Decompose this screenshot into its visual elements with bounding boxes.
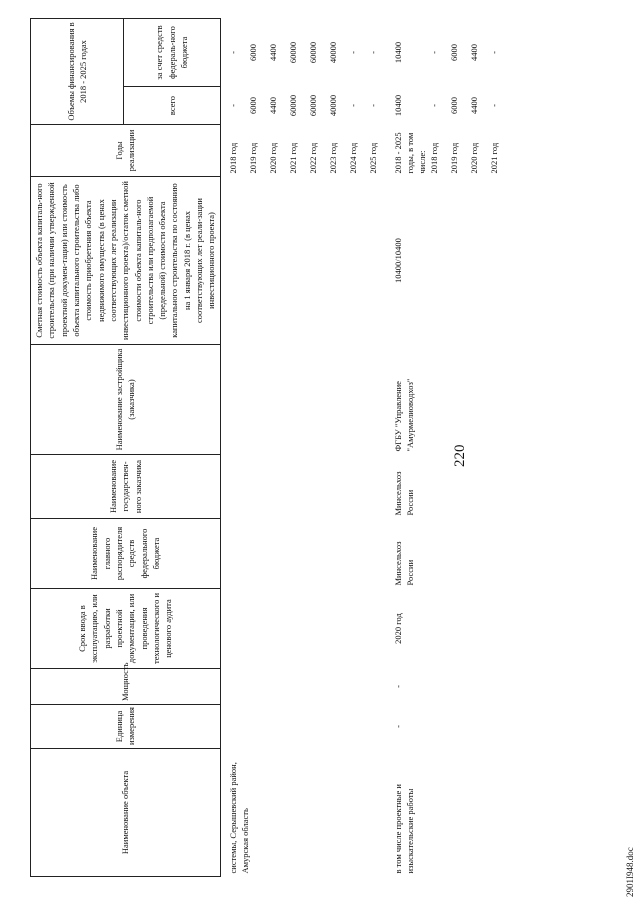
value-cell: -: [347, 104, 358, 107]
header-commissioning: Срок ввода в эксплуатацию, или разработки проектной документации, или проведения технологического и ценового аудита: [31, 589, 221, 669]
value-cell: -: [428, 51, 439, 54]
year-cell: 2018 - 2025 годы, в том числе:: [392, 132, 428, 174]
year-cell: 2024 год: [347, 142, 358, 174]
year-cell: 2019 год: [247, 142, 258, 174]
value-cell: 60000: [287, 41, 298, 64]
value-cell: -: [488, 51, 499, 54]
value-cell: -: [367, 51, 378, 54]
row1-federal: [220, 18, 388, 86]
value-cell: 60000: [287, 94, 298, 117]
header-developer: Наименование застройщика (заказчика): [31, 345, 221, 455]
header-unit: Единица измерения: [31, 705, 221, 749]
file-name: 2901I948.doc: [625, 847, 635, 897]
value-cell: 10400: [392, 94, 403, 117]
row2-years: [388, 125, 509, 177]
row2-capacity: -: [392, 685, 403, 688]
year-cell: 2018 год: [428, 142, 439, 174]
row2-estimated-cost: 10400/10400: [392, 238, 403, 283]
header-capacity: Мощность: [31, 669, 221, 705]
value-cell: -: [227, 51, 238, 54]
row2-unit: -: [392, 725, 403, 728]
row2-name: в том числе проектные и изыскательские работы: [392, 784, 415, 874]
value-cell: -: [428, 104, 439, 107]
value-cell: 4400: [468, 44, 479, 61]
row2-state-customer: Минсельхоз России: [392, 471, 415, 516]
value-cell: 4400: [267, 44, 278, 61]
row2-federal: [388, 18, 509, 86]
value-cell: -: [488, 104, 499, 107]
table-row: [220, 18, 388, 876]
value-cell: 4400: [468, 97, 479, 114]
header-object-name: Наименование объекта: [31, 749, 221, 877]
value-cell: 6000: [448, 97, 459, 114]
header-estimated-cost: Сметная стоимость объекта капиталь-ного строительства (при наличии утвержденной проектной докумен-тации) или стоимость объекта капитального строительства либо стоимость приобретения объекта недвижимого имущества (в ценах соответствующих лет реализации инвестиционного проекта)/остаток сметной стоимости объекта капиталь-ного строительства или предполагаемой (предельной) стоимости объекта капитального строительства по состоянию на 1 января 2018 г. (в ценах соответствующих лет реали-зации инвестиционного проекта): [31, 177, 221, 345]
value-cell: 6000: [247, 44, 258, 61]
row1-name: системы, Серышевский район, Амурская область: [227, 762, 250, 874]
value-cell: 60000: [307, 41, 318, 64]
value-cell: 6000: [247, 97, 258, 114]
row2-main-manager: Минсельхоз России: [392, 541, 415, 586]
year-cell: 2021 год: [488, 142, 499, 174]
header-row: [31, 18, 124, 876]
year-cell: 2023 год: [327, 142, 338, 174]
row2-total: [388, 87, 509, 125]
value-cell: 10400: [392, 41, 403, 64]
value-cell: -: [347, 51, 358, 54]
row2-commissioning: 2020 год: [392, 613, 403, 644]
header-funding: Объемы финансирования в 2018 - 2025 годах: [31, 18, 124, 124]
year-cell: 2022 год: [307, 142, 318, 174]
year-cell: 2020 год: [468, 142, 479, 174]
value-cell: 60000: [307, 94, 318, 117]
year-cell: 2020 год: [267, 142, 278, 174]
value-cell: 4400: [267, 97, 278, 114]
year-cell: 2018 год: [227, 142, 238, 174]
table-row: [388, 18, 509, 876]
value-cell: 40000: [327, 41, 338, 64]
value-cell: -: [367, 104, 378, 107]
value-cell: 40000: [327, 94, 338, 117]
header-main-manager: Наименование главного распорядителя средств федерального бюджета: [31, 519, 221, 589]
year-cell: 2019 год: [448, 142, 459, 174]
row2-developer: ФГБУ "Управление "Амурмелиоводхоз": [392, 378, 415, 452]
row1-years: [220, 125, 388, 177]
investment-table: [30, 18, 509, 877]
header-total: всего: [123, 87, 220, 125]
row1-total: [220, 87, 388, 125]
header-years: Годы реализации: [31, 125, 221, 177]
year-cell: 2025 год: [367, 142, 378, 174]
header-state-customer: Наименование государствен-ного заказчика: [31, 455, 221, 519]
value-cell: 6000: [448, 44, 459, 61]
page-number: 220: [452, 444, 468, 467]
year-cell: 2021 год: [287, 142, 298, 174]
value-cell: -: [227, 104, 238, 107]
header-federal: за счет средств федераль-ного бюджета: [123, 18, 220, 86]
